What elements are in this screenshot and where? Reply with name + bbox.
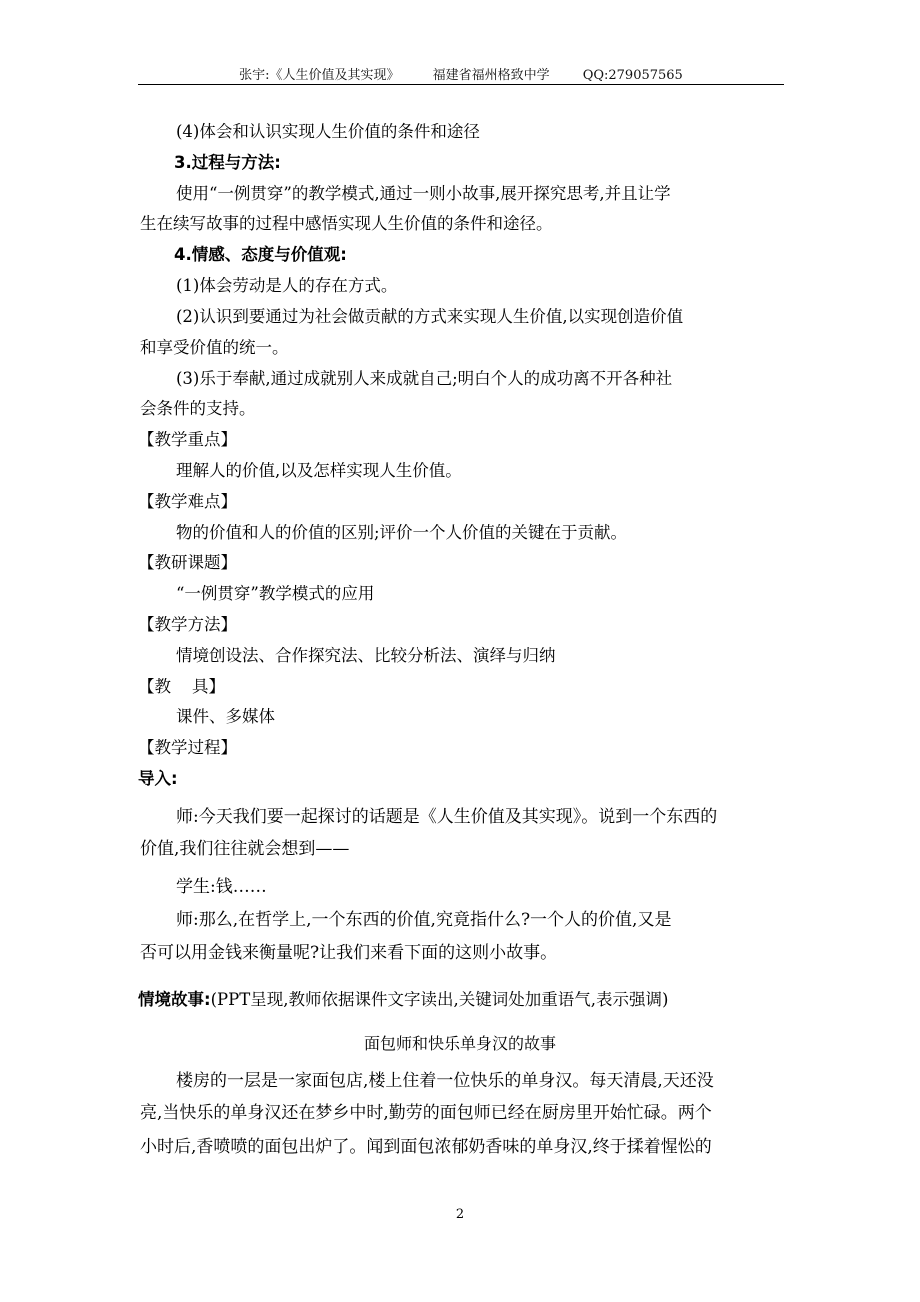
story-paragraph-line: 小时后,香喷喷的面包出炉了。闻到面包浓郁奶香味的单身汉,终于揉着惺忪的 xyxy=(140,1137,712,1157)
section-label-teaching-methods: 【教学方法】 xyxy=(138,615,237,634)
scenario-story-note: (PPT呈现,教师依据课件文字读出,关键词处加重语气,表示强调) xyxy=(210,990,669,1009)
section-label-research-topic: 【教研课题】 xyxy=(138,553,237,572)
section-label-teaching-tools: 【教 具】 xyxy=(138,677,225,696)
story-title: 面包师和快乐单身汉的故事 xyxy=(363,1034,556,1053)
page-number: 2 xyxy=(455,1207,465,1222)
paragraph-line: 理解人的价值,以及怎样实现人生价值。 xyxy=(176,461,462,480)
scenario-story-line xyxy=(138,989,668,1011)
paragraph-line: 使用“一例贯穿”的教学模式,通过一则小故事,展开探究思考,并且让学 xyxy=(176,184,671,203)
section-label-difficulties: 【教学难点】 xyxy=(138,492,237,511)
paragraph-line: 生在续写故事的过程中感悟实现人生价值的条件和途径。 xyxy=(140,214,553,233)
list-item: (2)认识到要通过为社会做贡献的方式来实现人生价值,以实现创造价值 xyxy=(176,307,684,326)
section-heading-emotion-values: 4.情感、态度与价值观: xyxy=(174,245,347,264)
paragraph-line: 师:今天我们要一起探讨的话题是《人生价值及其实现》。说到一个东西的 xyxy=(176,807,718,827)
paragraph-line: 会条件的支持。 xyxy=(140,399,256,418)
header-author-title: 张宇:《人生价值及其实现》 xyxy=(239,68,400,83)
list-item: (1)体会劳动是人的存在方式。 xyxy=(176,276,398,295)
header-qq: QQ:279057565 xyxy=(582,68,683,83)
paragraph-line: “一例贯穿”教学模式的应用 xyxy=(176,584,375,603)
section-label-teaching-process: 【教学过程】 xyxy=(138,738,237,757)
header-rule xyxy=(138,84,784,85)
paragraph-line: 物的价值和人的价值的区别;评价一个人价值的关键在于贡献。 xyxy=(176,523,628,542)
scenario-story-label: 情境故事: xyxy=(138,990,211,1009)
list-item: (3)乐于奉献,通过成就别人来成就自己;明白个人的成功离不开各种社 xyxy=(176,369,673,388)
objective-item-4: (4)体会和认识实现人生价值的条件和途径 xyxy=(176,122,480,141)
paragraph-line: 师:那么,在哲学上,一个东西的价值,究竟指什么?一个人的价值,又是 xyxy=(176,910,672,930)
paragraph-line: 和享受价值的统一。 xyxy=(140,338,289,357)
paragraph-line: 价值,我们往往就会想到—— xyxy=(140,839,350,859)
section-label-key-points: 【教学重点】 xyxy=(138,430,237,449)
story-paragraph-line: 亮,当快乐的单身汉还在梦乡中时,勤劳的面包师已经在厨房里开始忙碌。两个 xyxy=(140,1103,712,1123)
page-header xyxy=(138,64,784,83)
section-heading-process-method: 3.过程与方法: xyxy=(174,153,281,172)
paragraph-line: 学生:钱…… xyxy=(176,877,267,897)
paragraph-line: 否可以用金钱来衡量呢?让我们来看下面的这则小故事。 xyxy=(140,943,558,963)
story-paragraph-line: 楼房的一层是一家面包店,楼上住着一位快乐的单身汉。每天清晨,天还没 xyxy=(176,1071,714,1091)
section-heading-introduction: 导入: xyxy=(138,769,178,788)
paragraph-line: 课件、多媒体 xyxy=(176,707,275,726)
header-school: 福建省福州格致中学 xyxy=(432,68,550,83)
paragraph-line: 情境创设法、合作探究法、比较分析法、演绎与归纳 xyxy=(176,646,556,665)
